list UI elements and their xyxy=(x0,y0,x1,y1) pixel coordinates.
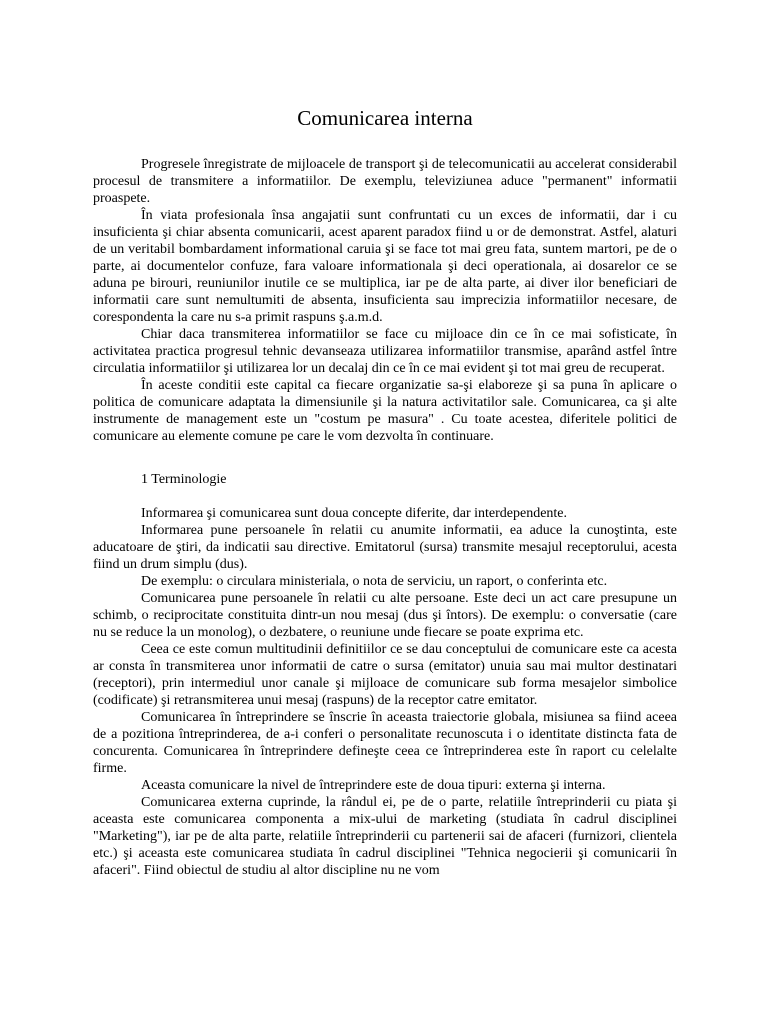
paragraph: În viata profesionala însa angajatii sunt confruntati cu un exces de informatii, dar i cu insuficienta şi chiar absenta comunicarii, acest aparent paradox fiind u or de demonstrat. Astfel, alaturi de un veritabil bombardament informational caruia şi se face tot mai greu fata, suntem martori, pe de o parte, ai documentelor confuze, fara valoare informationala şi deci operationala, ai dosarelor ce se aduna pe birouri, reuniunilor inutile ce se multiplica, iar pe de alta parte, ai diver ilor beneficiari de informatii care sunt nemultumiti de absenta, insuficienta sau imprecizia informatiilor necesare, de corespondenta la care nu s-a primit raspuns ş.a.m.d. xyxy=(93,208,677,325)
paragraph: Comunicarea externa cuprinde, la rândul ei, pe de o parte, relatiile întreprinderii cu piata şi aceasta este comunicarea componenta a mix-ului de marketing (studiata în cadrul disciplinei "Marketing"), iar pe de alta parte, relatiile întreprinderii cu partenerii sai de afaceri (furnizori, clientela etc.) şi aceasta este comunicarea studiata în cadrul disciplinei "Tehnica negocierii şi comunicarii în afaceri". Fiind obiectul de studiu al altor discipline nu ne vom xyxy=(93,795,677,878)
paragraph: Chiar daca transmiterea informatiilor se face cu mijloace din ce în ce mai sofisticate, în activitatea practica progresul tehnic devanseaza utilizarea informatiilor transmise, aparând astfel între circulatia informatiilor şi utilizarea lor un decalaj din ce în ce mai evident şi tot mai greu de recuperat. xyxy=(93,327,677,376)
paragraph: Progresele înregistrate de mijloacele de transport şi de telecomunicatii au accelerat considerabil procesul de transmitere a informatiilor. De exemplu, televiziunea aduce "permanent" informatii proaspete. xyxy=(93,157,677,206)
paragraph: În aceste conditii este capital ca fiecare organizatie sa-şi elaboreze şi sa puna în aplicare o politica de comunicare adaptata la dimensiunile şi la natura activitatilor sale. Comunicarea, ca şi alte instrumente de management este un "costum pe masura" . Cu toate acestea, diferitele politici de comunicare au elemente comune pe care le vom dezvolta în continuare. xyxy=(93,378,677,444)
paragraph: Informarea şi comunicarea sunt doua concepte diferite, dar interdependente. xyxy=(141,506,568,521)
document-page xyxy=(93,104,677,879)
paragraph: Comunicarea pune persoanele în relatii cu alte persoane. Este deci un act care presupune un schimb, o reciprocitate constituita dintr-un nou mesaj (dus şi întors). De exemplu: o conversatie (care nu se reduce la un monolog), o dezbatere, o reuniune unde fiecare se poate exprima etc. xyxy=(93,591,677,640)
paragraph: Aceasta comunicare la nivel de întreprindere este de doua tipuri: externa şi interna. xyxy=(141,778,606,793)
spacer xyxy=(93,488,677,505)
paragraph: Ceea ce este comun multitudinii definitiilor ce se dau conceptului de comunicare este ca acesta ar consta în transmiterea unor informatii de catre o sursa (emitator) unuia sau mai multor destinatari (receptori), prin intermediul unor canale şi mijloace de comunicare sub forma mesajelor simbolice (codificate) şi retransmiterea unui mesaj (raspuns) de la receptor catre emitator. xyxy=(93,642,677,708)
section-heading: 1 Terminologie xyxy=(141,472,227,487)
paragraph: Informarea pune persoanele în relatii cu anumite informatii, ea aduce la cunoştinta, este aducatoare de ştiri, da indicatii sau directive. Emitatorul (sursa) transmite mesajul receptorului, acesta fiind un drum simplu (dus). xyxy=(93,523,677,572)
page-title: Comunicarea interna xyxy=(297,106,473,130)
paragraph: De exemplu: o circulara ministeriala, o nota de serviciu, un raport, o conferinta etc. xyxy=(141,574,608,589)
spacer xyxy=(93,462,677,471)
spacer xyxy=(93,445,677,462)
paragraph: Comunicarea în întreprindere se înscrie în aceasta traiectorie globala, misiunea sa fiind aceea de a pozitiona întreprinderea, de a-i conferi o personalitate recunoscuta i o identitate distincta fata de concurenta. Comunicarea în întreprindere defineşte ceea ce întreprinderea este în raport cu celelalte firme. xyxy=(93,710,677,776)
